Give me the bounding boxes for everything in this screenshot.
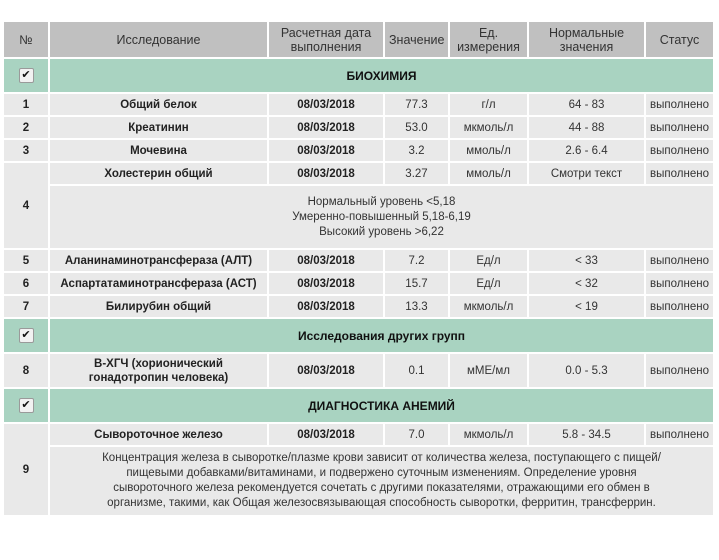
test-norm: 5.8 - 34.5: [528, 423, 645, 446]
group-checkbox-cell[interactable]: [3, 318, 49, 353]
row-num: 2: [3, 116, 49, 139]
table-row: [3, 139, 714, 162]
group-title: Исследования других групп: [49, 318, 714, 353]
group-title: ДИАГНОСТИКА АНЕМИЙ: [49, 388, 714, 423]
group-checkbox-cell[interactable]: [3, 58, 49, 93]
test-status: выполнено: [645, 93, 714, 116]
test-norm: < 32: [528, 272, 645, 295]
test-status: выполнено: [645, 272, 714, 295]
test-value: 3.2: [384, 139, 449, 162]
test-status: выполнено: [645, 162, 714, 185]
test-value: 15.7: [384, 272, 449, 295]
header-num: №: [3, 21, 49, 58]
test-status: выполнено: [645, 249, 714, 272]
test-norm: 44 - 88: [528, 116, 645, 139]
row-num: 4: [3, 162, 49, 249]
test-norm: 0.0 - 5.3: [528, 353, 645, 388]
test-date: 08/03/2018: [268, 272, 384, 295]
test-value: 13.3: [384, 295, 449, 318]
table-row: [3, 295, 714, 318]
test-name: Общий белок: [49, 93, 268, 116]
table-row: [3, 353, 714, 388]
checkbox-checked-icon[interactable]: ✔: [19, 398, 34, 413]
test-unit: мМЕ/мл: [449, 353, 528, 388]
test-unit: ммоль/л: [449, 139, 528, 162]
table-header-row: [3, 21, 714, 58]
results-table: [2, 20, 715, 517]
test-norm: < 19: [528, 295, 645, 318]
test-norm: 2.6 - 6.4: [528, 139, 645, 162]
table-row: [3, 249, 714, 272]
test-value: 3.27: [384, 162, 449, 185]
test-unit: мкмоль/л: [449, 295, 528, 318]
row-num: 3: [3, 139, 49, 162]
iron-description-text: Концентрация железа в сыворотке/плазме крови зависит от количества железа, поступающего с пищей/пищевыми добавками/витаминами, и подвержено суточным изменениям. Определение уровня сывороточного железа рекомендуется сочетать с другими показателями, отражающими его обмен в организме, такими, как Общая железосвязывающая способность сыворотки, ферритин, трансферрин.: [102, 452, 661, 509]
group-row-biochemistry: [3, 58, 714, 93]
test-unit: г/л: [449, 93, 528, 116]
group-title: БИОХИМИЯ: [49, 58, 714, 93]
header-unit: Ед. измерения: [449, 21, 528, 58]
test-unit: мкмоль/л: [449, 116, 528, 139]
test-norm: 64 - 83: [528, 93, 645, 116]
test-date: 08/03/2018: [268, 353, 384, 388]
header-norm: Нормальные значения: [528, 21, 645, 58]
test-status: выполнено: [645, 353, 714, 388]
row-num: 8: [3, 353, 49, 388]
group-row-anemia: [3, 388, 714, 423]
test-name: Холестерин общий: [49, 162, 268, 185]
test-status: выполнено: [645, 116, 714, 139]
table-note-row: [3, 446, 714, 516]
test-date: 08/03/2018: [268, 139, 384, 162]
table-row: [3, 116, 714, 139]
row-num: 5: [3, 249, 49, 272]
test-value: 77.3: [384, 93, 449, 116]
test-status: выполнено: [645, 295, 714, 318]
test-status: выполнено: [645, 139, 714, 162]
header-date: Расчетная дата выполнения: [268, 21, 384, 58]
test-name: В-ХГЧ (хорионический гонадотропин человека): [49, 353, 268, 388]
test-date: 08/03/2018: [268, 116, 384, 139]
test-date: 08/03/2018: [268, 423, 384, 446]
test-unit: мкмоль/л: [449, 423, 528, 446]
group-row-other: [3, 318, 714, 353]
test-name: Аспартатаминотрансфераза (АСТ): [49, 272, 268, 295]
cholesterol-reference-text: Нормальный уровень <5,18 Умеренно-повышенный 5,18-6,19 Высокий уровень >6,22: [292, 195, 471, 238]
checkbox-checked-icon[interactable]: ✔: [19, 68, 34, 83]
test-value: 53.0: [384, 116, 449, 139]
group-checkbox-cell[interactable]: [3, 388, 49, 423]
test-name: Билирубин общий: [49, 295, 268, 318]
row-num: 7: [3, 295, 49, 318]
test-norm: Смотри текст: [528, 162, 645, 185]
table-row: [3, 93, 714, 116]
header-value: Значение: [384, 21, 449, 58]
table-row: [3, 272, 714, 295]
header-status: Статус: [645, 21, 714, 58]
test-name: Креатинин: [49, 116, 268, 139]
test-date: 08/03/2018: [268, 249, 384, 272]
test-date: 08/03/2018: [268, 295, 384, 318]
test-unit: Ед/л: [449, 249, 528, 272]
test-unit: Ед/л: [449, 272, 528, 295]
test-unit: ммоль/л: [449, 162, 528, 185]
header-test: Исследование: [49, 21, 268, 58]
test-value: 0.1: [384, 353, 449, 388]
test-name: Сывороточное железо: [49, 423, 268, 446]
test-name: Аланинаминотрансфераза (АЛТ): [49, 249, 268, 272]
row-num: 1: [3, 93, 49, 116]
test-date: 08/03/2018: [268, 93, 384, 116]
test-date: 08/03/2018: [268, 162, 384, 185]
test-name: Мочевина: [49, 139, 268, 162]
test-status: выполнено: [645, 423, 714, 446]
table-row: [3, 162, 714, 185]
row-num: 6: [3, 272, 49, 295]
test-value: 7.2: [384, 249, 449, 272]
test-value: 7.0: [384, 423, 449, 446]
test-note: [49, 185, 714, 249]
row-num: 9: [3, 423, 49, 516]
table-row: [3, 423, 714, 446]
test-norm: < 33: [528, 249, 645, 272]
table-note-row: [3, 185, 714, 249]
test-note: [49, 446, 714, 516]
checkbox-checked-icon[interactable]: ✔: [19, 328, 34, 343]
